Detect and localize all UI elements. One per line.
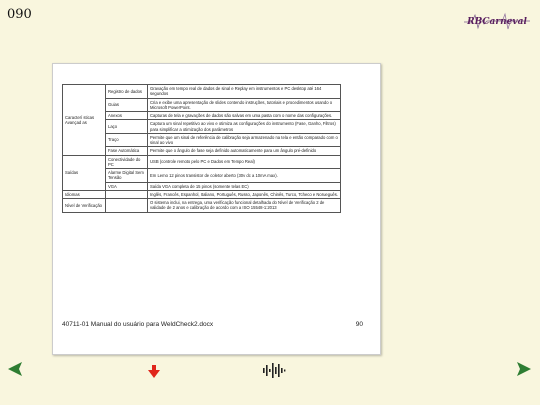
table-row — [63, 199, 341, 213]
feature-cell — [106, 199, 148, 213]
table-row — [63, 190, 341, 198]
feature-cell: Registro de dados — [106, 85, 148, 99]
description-cell: Cria e exibe uma apresentação de slides contendo instruções, tutoriais e procedimentos usando o Microsoft PowerPoint. — [148, 98, 341, 112]
table-row — [63, 155, 341, 169]
feature-cell: VGA — [106, 182, 148, 190]
feature-cell: Conectividade do PC — [106, 155, 148, 169]
description-cell: USB (controle remoto pelo PC e Dados em Tempo Real) — [148, 155, 341, 169]
feature-cell: Guias — [106, 98, 148, 112]
description-cell: Inglês, Francês, Espanhol, Italiano, Português, Russo, Japonês, Chinês, Turco, Tcheco e Norueguês. — [148, 190, 341, 198]
feature-cell: Laço — [106, 120, 148, 134]
page-number: 90 — [355, 321, 363, 328]
feature-cell: Alarme Digital Sem Tensão — [106, 169, 148, 183]
next-arrow-icon[interactable] — [516, 361, 532, 377]
feature-cell: Anexos — [106, 112, 148, 120]
slide-number: 090 — [7, 7, 32, 22]
category-cell: Caracterí sticas Avançad as — [63, 85, 106, 156]
prev-arrow-icon[interactable] — [7, 361, 23, 377]
page-footer — [62, 321, 363, 328]
table-row — [63, 85, 341, 99]
description-cell: Capturas de tela e gravações de dados são salvas em uma pasta com o nome das configurações. — [148, 112, 341, 120]
description-cell: Em Lemo 12 pinos transistor de coletor aberto (30v dc a 10mA max). — [148, 169, 341, 183]
svg-text:RBCarneval: RBCarneval — [467, 17, 527, 27]
description-cell: O sistema inclui, na entrega, uma verificação funcional detalhada do Nível de Verificação 2 de validade de 2 anos e calibração de acordo com a ISO 15548-1:2013 — [148, 199, 341, 213]
category-cell: Nível de Verificação — [63, 199, 106, 213]
description-cell: Permite que um sinal de referência de calibração seja armazenado na tela e então comparado com o sinal ao vivo — [148, 133, 341, 147]
feature-cell: Fase Automática — [106, 147, 148, 155]
description-cell: Gravação em tempo real de dados de sinal e Replay em instrumentos e PC desktop até 164 segundos — [148, 85, 341, 99]
feature-cell — [106, 190, 148, 198]
description-cell: Captura um sinal repetitivo ao vivo e otimiza as configurações do instrumento (Fase, Ganho, Filtros) para simplificar a otimização dos parâmetros — [148, 120, 341, 134]
category-cell: Saídas — [63, 155, 106, 190]
specifications-table — [62, 84, 341, 213]
document-title: 40711-01 Manual do usuário para WeldCheck2.docx — [62, 321, 214, 328]
document-page — [52, 63, 381, 355]
audio-waveform-icon[interactable] — [262, 362, 286, 379]
down-arrow-icon[interactable] — [148, 365, 160, 378]
description-cell: Saída VGA completa de 15 pinos (somente telas EC) — [148, 182, 341, 190]
rbcarneval-logo — [462, 10, 532, 32]
feature-cell: Traço — [106, 133, 148, 147]
category-cell: Idiomas — [63, 190, 106, 198]
description-cell: Permite que o ângulo de fase seja definido automaticamente para um ângulo pré-definido — [148, 147, 341, 155]
